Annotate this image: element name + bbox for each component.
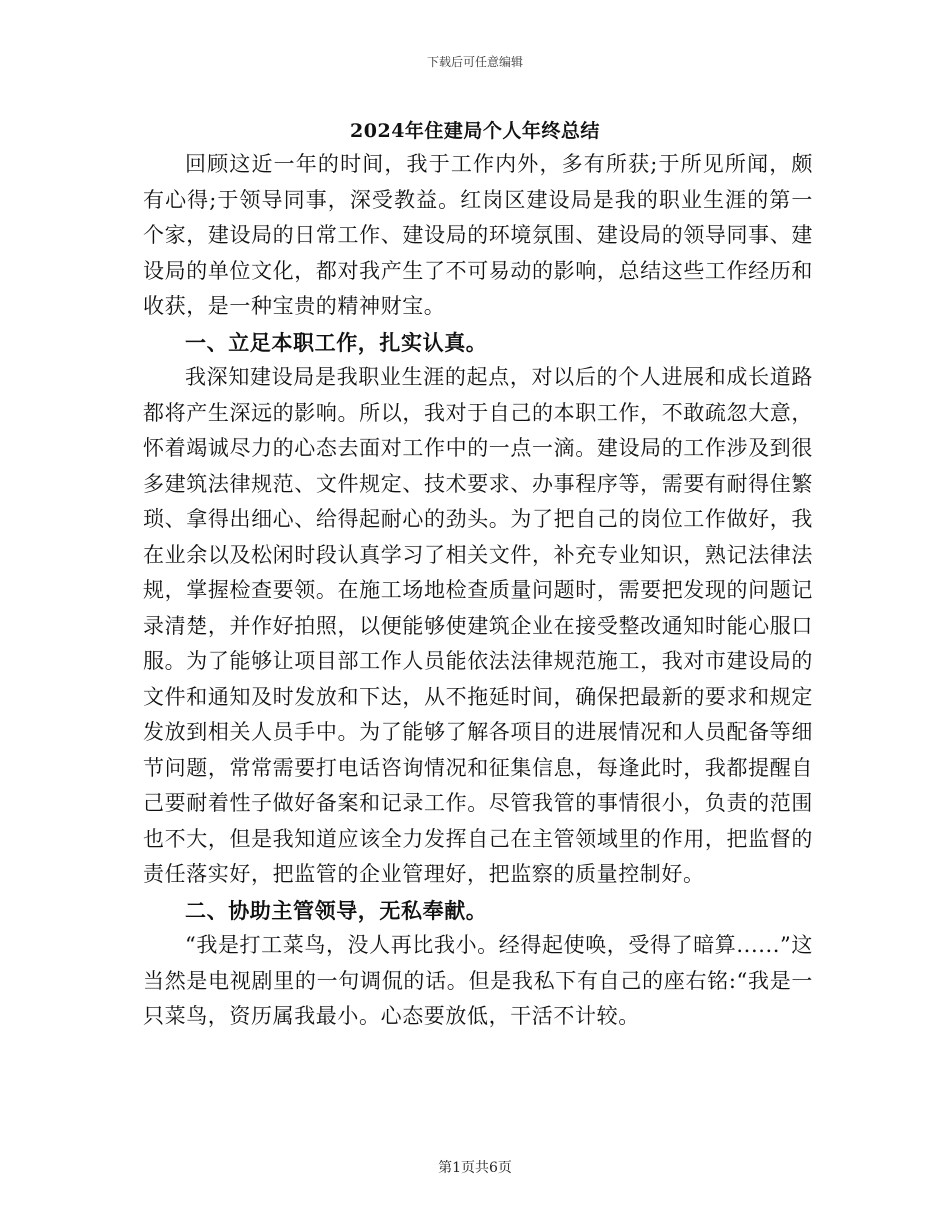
paragraph-section-2: “我是打工菜鸟，没人再比我小。经得起使唤，受得了暗算......”这当然是电视剧里的一句调侃的话。但是我私下有自己的座右铭:“我是一只菜鸟，资历属我最小。心态要放低，干活不计较。 — [143, 933, 813, 1028]
section-heading-1: 一、立足本职工作，扎实认真。 — [185, 329, 488, 355]
section-heading-2: 二、协助主管领导，无私奉献。 — [185, 897, 488, 923]
document-body — [143, 147, 813, 1035]
paragraph-section-1: 我深知建设局是我职业生涯的起点，对以后的个人进展和成长道路都将产生深远的影响。所以，我对于自己的本职工作，不敢疏忽大意，怀着竭诚尽力的心态去面对工作中的一点一滴。建设局的工作涉及到很多建筑法律规范、文件规定、技术要求、办事程序等，需要有耐得住繁琐、拿得出细心、给得起耐心的劲头。为了把自己的岗位工作做好，我在业余以及松闲时段认真学习了相关文件，补充专业知识，熟记法律法规，掌握检查要领。在施工场地检查质量问题时，需要把发现的问题记录清楚，并作好拍照，以便能够使建筑企业在接受整改通知时能心服口服。为了能够让项目部工作人员能依法法律规范施工，我对市建设局的文件和通知及时发放和下达，从不拖延时间，确保把最新的要求和规定发放到相关人员手中。为了能够了解各项目的进展情况和人员配备等细节问题，常常需要打电话咨询情况和征集信息，每逢此时，我都提醒自己要耐着性子做好备案和记录工作。尽管我管的事情很小，负责的范围也不大，但是我知道应该全力发挥自己在主管领域里的作用，把监督的责任落实好，把监管的企业管理好，把监察的质量控制好。 — [143, 365, 813, 886]
header-note: 下载后可任意编辑 — [426, 55, 523, 69]
paragraph-intro: 回顾这近一年的时间，我于工作内外，多有所获;于所见所闻，颇有心得;于领导同事，深受教益。红岗区建设局是我的职业生涯的第一个家，建设局的日常工作、建设局的环境氛围、建设局的领导同事、建设局的单位文化，都对我产生了不可易动的影响，总结这些工作经历和收获，是一种宝贵的精神财宝。 — [143, 152, 813, 318]
page-footer: 第1页共6页 — [438, 1160, 512, 1176]
document-title: 2024年住建局个人年终总结 — [350, 120, 600, 142]
